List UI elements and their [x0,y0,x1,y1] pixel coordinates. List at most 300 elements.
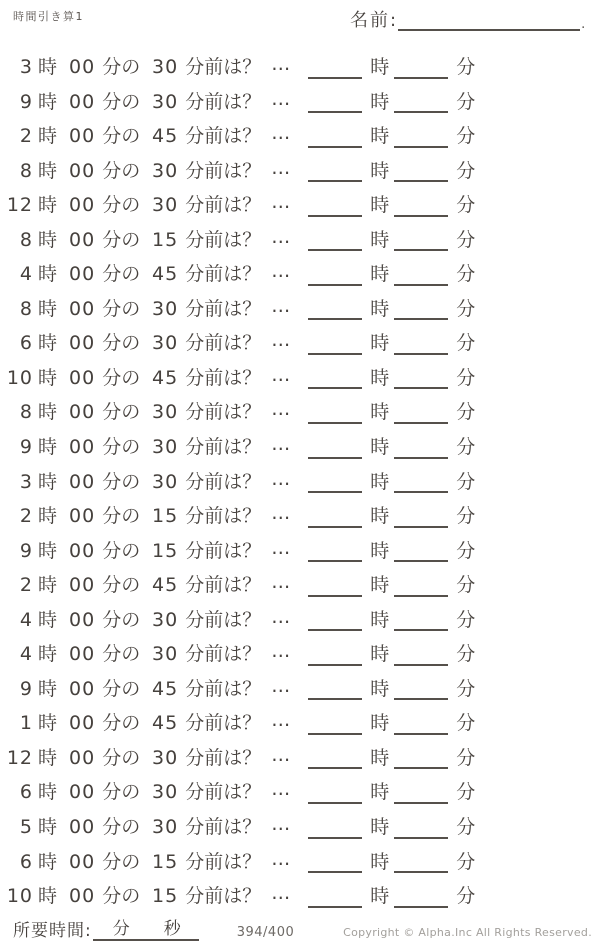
answer-minute-blank[interactable] [394,560,448,562]
before-question-label: 分前は？ [185,332,262,355]
minutes-unit-no-label: 分の [102,850,141,873]
minutes-unit-no-label: 分の [102,125,141,148]
before-question-label: 分前は？ [185,781,262,804]
hour-unit-label: 時 [38,643,58,666]
before-question-label: 分前は？ [185,470,262,493]
problem-row [6,741,600,776]
answer-hour-blank[interactable] [308,837,362,839]
answer-hour-unit: 時 [370,194,390,217]
problem-row [6,395,600,430]
hour-value: 10 [6,885,33,908]
start-minutes-value: 00 [69,56,96,78]
hour-value: 6 [19,332,33,355]
answer-hour-blank[interactable] [308,629,362,631]
minutes-unit-no-label: 分の [102,746,141,769]
hour-unit-label: 時 [38,608,58,631]
worksheet-footer [0,913,600,949]
ellipsis: … [271,605,292,628]
before-question-label: 分前は？ [185,677,262,700]
answer-minute-unit: 分 [456,885,476,908]
minutes-unit-no-label: 分の [102,228,141,251]
start-minutes-value: 00 [69,677,96,700]
minutes-unit-no-label: 分の [102,643,141,666]
answer-hour-blank[interactable] [308,387,362,389]
answer-minute-unit: 分 [456,56,476,78]
elapsed-seconds-unit: 秒 [163,919,181,939]
hour-value: 2 [19,505,33,528]
answer-minute-unit: 分 [456,90,476,113]
answer-minute-blank[interactable] [394,353,448,355]
minutes-before-value: 45 [152,125,179,148]
minutes-before-value: 30 [152,816,179,839]
minutes-before-value: 45 [152,712,179,735]
problem-row [6,430,600,465]
problem-row [6,845,600,880]
minutes-unit-no-label: 分の [102,263,141,286]
answer-hour-unit: 時 [370,885,390,908]
answer-hour-unit: 時 [370,90,390,113]
ellipsis: … [271,536,292,559]
answer-minute-blank[interactable] [394,215,448,217]
answer-minute-unit: 分 [456,643,476,666]
minutes-before-value: 30 [152,643,179,666]
answer-hour-blank[interactable] [308,733,362,735]
before-question-label: 分前は？ [185,574,262,597]
ellipsis: … [271,502,292,525]
hour-unit-label: 時 [38,56,58,78]
answer-hour-blank[interactable] [308,560,362,562]
hour-unit-label: 時 [38,297,58,320]
minutes-before-value: 30 [152,194,179,217]
hour-unit-label: 時 [38,712,58,735]
start-minutes-value: 00 [69,297,96,320]
hour-value: 5 [19,816,33,839]
start-minutes-value: 00 [69,781,96,804]
hour-value: 6 [19,850,33,873]
answer-hour-blank[interactable] [308,77,362,79]
problem-row [6,326,600,361]
answer-hour-unit: 時 [370,401,390,424]
ellipsis: … [271,363,292,386]
minutes-unit-no-label: 分の [102,436,141,459]
minutes-before-value: 30 [152,470,179,493]
before-question-label: 分前は？ [185,90,262,113]
answer-minute-unit: 分 [456,366,476,389]
answer-minute-unit: 分 [456,436,476,459]
answer-hour-unit: 時 [370,332,390,355]
answer-minute-blank[interactable] [394,318,448,320]
answer-minute-unit: 分 [456,297,476,320]
answer-hour-unit: 時 [370,746,390,769]
hour-unit-label: 時 [38,574,58,597]
minutes-unit-no-label: 分の [102,574,141,597]
hour-value: 10 [6,366,33,389]
answer-hour-unit: 時 [370,263,390,286]
start-minutes-value: 00 [69,90,96,113]
answer-minute-unit: 分 [456,332,476,355]
start-minutes-value: 00 [69,505,96,528]
minutes-unit-no-label: 分の [102,712,141,735]
minutes-unit-no-label: 分の [102,816,141,839]
hour-unit-label: 時 [38,850,58,873]
answer-minute-blank[interactable] [394,871,448,873]
minutes-unit-no-label: 分の [102,781,141,804]
hour-unit-label: 時 [38,677,58,700]
minutes-before-value: 15 [152,850,179,873]
before-question-label: 分前は？ [185,816,262,839]
elapsed-minutes-unit: 分 [112,919,130,939]
answer-minute-blank[interactable] [394,698,448,700]
minutes-unit-no-label: 分の [102,332,141,355]
problem-row [6,223,600,258]
hour-value: 1 [19,712,33,735]
minutes-unit-no-label: 分の [102,608,141,631]
minutes-unit-no-label: 分の [102,401,141,424]
minutes-before-value: 30 [152,401,179,424]
minutes-before-value: 45 [152,677,179,700]
elapsed-time-blank[interactable] [93,914,199,941]
before-question-label: 分前は？ [185,746,262,769]
elapsed-time-label: 所要時間: [13,921,92,941]
answer-minute-unit: 分 [456,159,476,182]
hour-unit-label: 時 [38,263,58,286]
answer-minute-unit: 分 [456,539,476,562]
problem-row [6,879,600,914]
problem-row [6,292,600,327]
before-question-label: 分前は？ [185,263,262,286]
answer-minute-unit: 分 [456,228,476,251]
minutes-before-value: 30 [152,56,179,78]
answer-hour-blank[interactable] [308,906,362,908]
ellipsis: … [271,156,292,179]
hour-unit-label: 時 [38,90,58,113]
answer-hour-blank[interactable] [308,871,362,873]
answer-hour-unit: 時 [370,539,390,562]
start-minutes-value: 00 [69,228,96,251]
hour-value: 4 [19,263,33,286]
problem-row [6,775,600,810]
before-question-label: 分前は？ [185,228,262,251]
answer-minute-unit: 分 [456,712,476,735]
minutes-before-value: 30 [152,297,179,320]
minutes-before-value: 30 [152,608,179,631]
minutes-unit-no-label: 分の [102,885,141,908]
problem-row [6,465,600,500]
minutes-unit-no-label: 分の [102,677,141,700]
answer-hour-blank[interactable] [308,318,362,320]
page-indicator: 394/400 [236,925,295,940]
minutes-unit-no-label: 分の [102,297,141,320]
answer-minute-blank[interactable] [394,664,448,666]
answer-minute-blank[interactable] [394,422,448,424]
ellipsis: … [271,743,292,766]
answer-hour-blank[interactable] [308,422,362,424]
before-question-label: 分前は？ [185,159,262,182]
hour-unit-label: 時 [38,816,58,839]
hour-value: 8 [19,228,33,251]
problem-row [6,361,600,396]
start-minutes-value: 00 [69,885,96,908]
minutes-before-value: 45 [152,263,179,286]
start-minutes-value: 00 [69,194,96,217]
hour-unit-label: 時 [38,125,58,148]
before-question-label: 分前は？ [185,297,262,320]
copyright-notice: Copyright © Alpha.Inc All Rights Reserved. [343,926,592,939]
hour-value: 2 [19,125,33,148]
hour-unit-label: 時 [38,366,58,389]
minutes-unit-no-label: 分の [102,194,141,217]
problem-row [6,499,600,534]
answer-minute-unit: 分 [456,125,476,148]
hour-unit-label: 時 [38,505,58,528]
hour-value: 6 [19,781,33,804]
minutes-before-value: 30 [152,746,179,769]
answer-minute-blank[interactable] [394,249,448,251]
answer-hour-unit: 時 [370,608,390,631]
hour-value: 3 [19,56,33,78]
answer-minute-blank[interactable] [394,77,448,79]
ellipsis: … [271,329,292,352]
hour-unit-label: 時 [38,401,58,424]
answer-hour-blank[interactable] [308,215,362,217]
hour-value: 8 [19,401,33,424]
start-minutes-value: 00 [69,539,96,562]
minutes-before-value: 45 [152,366,179,389]
minutes-unit-no-label: 分の [102,366,141,389]
problem-row [6,603,600,638]
answer-hour-unit: 時 [370,436,390,459]
ellipsis: … [271,674,292,697]
problem-row [6,810,600,845]
answer-hour-blank[interactable] [308,595,362,597]
minutes-unit-no-label: 分の [102,470,141,493]
answer-minute-blank[interactable] [394,595,448,597]
answer-hour-unit: 時 [370,712,390,735]
answer-minute-unit: 分 [456,677,476,700]
before-question-label: 分前は？ [185,850,262,873]
answer-minute-unit: 分 [456,781,476,804]
answer-minute-blank[interactable] [394,526,448,528]
start-minutes-value: 00 [69,850,96,873]
answer-minute-unit: 分 [456,608,476,631]
answer-hour-unit: 時 [370,470,390,493]
hour-unit-label: 時 [38,885,58,908]
hour-value: 9 [19,436,33,459]
ellipsis: … [271,813,292,836]
answer-hour-unit: 時 [370,850,390,873]
minutes-before-value: 15 [152,505,179,528]
problem-row [6,257,600,292]
answer-hour-unit: 時 [370,643,390,666]
before-question-label: 分前は？ [185,194,262,217]
minutes-before-value: 30 [152,436,179,459]
answer-minute-blank[interactable] [394,387,448,389]
ellipsis: … [271,53,292,75]
before-question-label: 分前は？ [185,608,262,631]
hour-unit-label: 時 [38,228,58,251]
hour-value: 2 [19,574,33,597]
answer-hour-unit: 時 [370,366,390,389]
answer-minute-unit: 分 [456,850,476,873]
answer-hour-blank[interactable] [308,249,362,251]
before-question-label: 分前は？ [185,125,262,148]
hour-unit-label: 時 [38,746,58,769]
answer-minute-unit: 分 [456,746,476,769]
start-minutes-value: 00 [69,712,96,735]
before-question-label: 分前は？ [185,885,262,908]
answer-minute-blank[interactable] [394,491,448,493]
start-minutes-value: 00 [69,470,96,493]
ellipsis: … [271,571,292,594]
before-question-label: 分前は？ [185,539,262,562]
answer-hour-blank[interactable] [308,284,362,286]
problem-row [6,85,600,120]
minutes-unit-no-label: 分の [102,505,141,528]
answer-minute-blank[interactable] [394,837,448,839]
hour-value: 8 [19,297,33,320]
ellipsis: … [271,398,292,421]
ellipsis: … [271,709,292,732]
answer-hour-unit: 時 [370,125,390,148]
ellipsis: … [271,225,292,248]
minutes-before-value: 30 [152,159,179,182]
answer-hour-blank[interactable] [308,802,362,804]
answer-hour-unit: 時 [370,56,390,78]
answer-hour-unit: 時 [370,228,390,251]
hour-value: 9 [19,539,33,562]
answer-hour-unit: 時 [370,677,390,700]
hour-value: 9 [19,90,33,113]
minutes-before-value: 30 [152,781,179,804]
hour-unit-label: 時 [38,159,58,182]
hour-unit-label: 時 [38,470,58,493]
ellipsis: … [271,294,292,317]
answer-hour-blank[interactable] [308,664,362,666]
answer-hour-unit: 時 [370,159,390,182]
answer-hour-blank[interactable] [308,491,362,493]
answer-minute-unit: 分 [456,505,476,528]
ellipsis: … [271,847,292,870]
answer-minute-blank[interactable] [394,733,448,735]
answer-hour-blank[interactable] [308,180,362,182]
minutes-before-value: 15 [152,885,179,908]
answer-minute-unit: 分 [456,574,476,597]
ellipsis: … [271,122,292,145]
answer-hour-blank[interactable] [308,526,362,528]
hour-unit-label: 時 [38,332,58,355]
answer-hour-unit: 時 [370,574,390,597]
elapsed-time-group [13,914,199,941]
answer-minute-unit: 分 [456,194,476,217]
hour-value: 12 [6,746,33,769]
answer-minute-blank[interactable] [394,802,448,804]
sheet-title: 時間引き算1 [13,10,84,23]
start-minutes-value: 00 [69,263,96,286]
hour-unit-label: 時 [38,539,58,562]
answer-minute-unit: 分 [456,470,476,493]
before-question-label: 分前は？ [185,712,262,735]
hour-value: 9 [19,677,33,700]
answer-hour-blank[interactable] [308,698,362,700]
problem-row [6,188,600,223]
answer-minute-blank[interactable] [394,180,448,182]
answer-hour-blank[interactable] [308,353,362,355]
answer-hour-unit: 時 [370,816,390,839]
start-minutes-value: 00 [69,436,96,459]
answer-minute-unit: 分 [456,816,476,839]
answer-minute-blank[interactable] [394,111,448,113]
answer-minute-blank[interactable] [394,284,448,286]
problem-row [6,119,600,154]
ellipsis: … [271,191,292,214]
before-question-label: 分前は？ [185,56,262,78]
before-question-label: 分前は？ [185,366,262,389]
ellipsis: … [271,640,292,663]
minutes-before-value: 15 [152,228,179,251]
start-minutes-value: 00 [69,125,96,148]
answer-minute-blank[interactable] [394,906,448,908]
before-question-label: 分前は？ [185,643,262,666]
start-minutes-value: 00 [69,643,96,666]
ellipsis: … [271,260,292,283]
minutes-unit-no-label: 分の [102,56,141,78]
hour-value: 4 [19,608,33,631]
before-question-label: 分前は？ [185,401,262,424]
hour-value: 8 [19,159,33,182]
before-question-label: 分前は？ [185,436,262,459]
answer-minute-blank[interactable] [394,629,448,631]
start-minutes-value: 00 [69,159,96,182]
minutes-before-value: 45 [152,574,179,597]
minutes-unit-no-label: 分の [102,539,141,562]
name-field-group [350,6,587,34]
answer-minute-unit: 分 [456,401,476,424]
problem-row [6,568,600,603]
hour-value: 12 [6,194,33,217]
hour-unit-label: 時 [38,194,58,217]
minutes-unit-no-label: 分の [102,159,141,182]
problem-row [6,50,600,85]
ellipsis: … [271,882,292,905]
problem-row [6,534,600,569]
start-minutes-value: 00 [69,366,96,389]
before-question-label: 分前は？ [185,505,262,528]
answer-hour-unit: 時 [370,297,390,320]
ellipsis: … [271,87,292,110]
ellipsis: … [271,433,292,456]
hour-unit-label: 時 [38,781,58,804]
answer-minute-blank[interactable] [394,457,448,459]
answer-hour-unit: 時 [370,505,390,528]
answer-hour-blank[interactable] [308,111,362,113]
start-minutes-value: 00 [69,608,96,631]
hour-value: 3 [19,470,33,493]
problems-list [0,50,600,914]
start-minutes-value: 00 [69,816,96,839]
start-minutes-value: 00 [69,332,96,355]
answer-hour-blank[interactable] [308,457,362,459]
minutes-before-value: 30 [152,90,179,113]
minutes-before-value: 30 [152,332,179,355]
answer-hour-blank[interactable] [308,146,362,148]
name-label: 名前: [350,10,399,31]
answer-minute-blank[interactable] [394,767,448,769]
answer-minute-blank[interactable] [394,146,448,148]
name-input-blank[interactable] [398,29,580,31]
answer-minute-unit: 分 [456,263,476,286]
ellipsis: … [271,467,292,490]
answer-hour-blank[interactable] [308,767,362,769]
